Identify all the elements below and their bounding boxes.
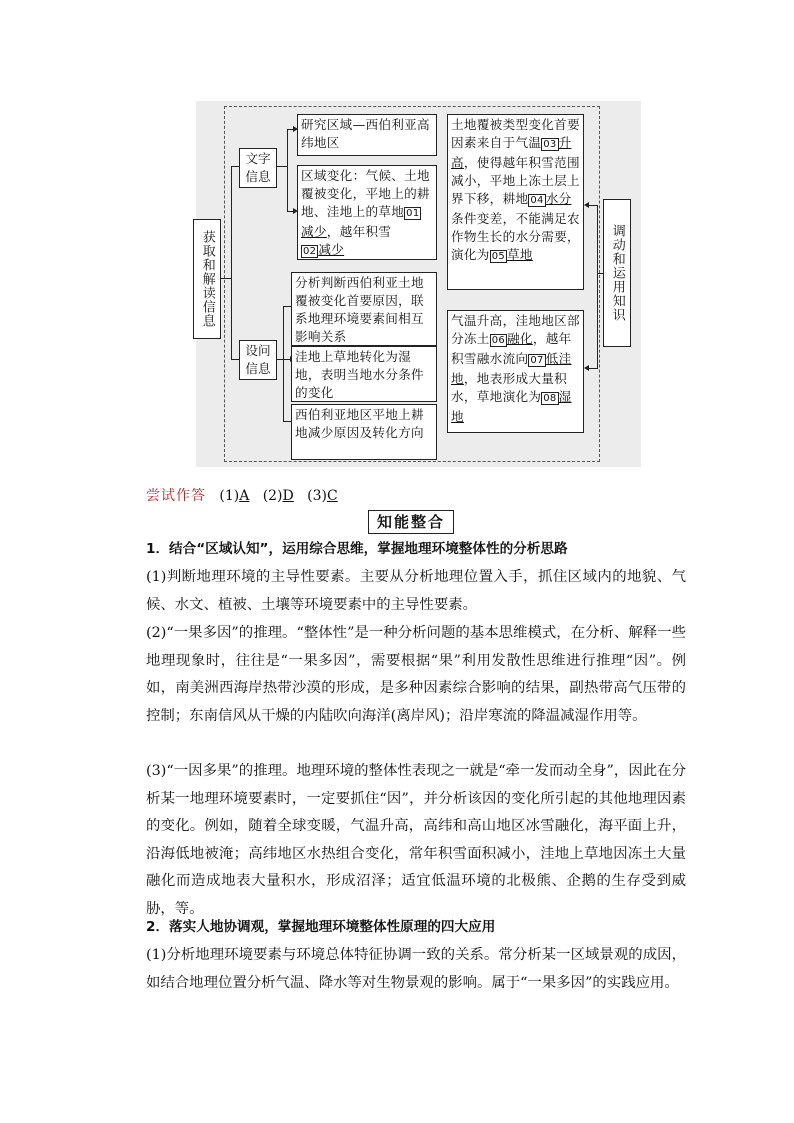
arrow-head: [584, 365, 589, 371]
text-info-box: 文字信息: [239, 148, 277, 188]
answer-3-prefix: (3): [307, 488, 327, 504]
paragraph-4: (1)分析地理环境要素与环境总体特征协调一致的关系。常分析某一区域景观的成因，如结合地理位置分析气温、降水等对生物景观的影响。属于“一果多因”的实践应用。: [146, 947, 686, 991]
kb1-text-1: 土地覆被类型变化首要因素来自于气温: [451, 117, 580, 150]
section-title: 知能整合: [368, 510, 454, 534]
connector-line: [589, 368, 598, 369]
connector-line: [283, 421, 291, 422]
answer-02: 减少: [318, 242, 345, 257]
answer-number-05: 05: [491, 251, 506, 262]
connector-line: [221, 278, 231, 279]
kb1-text-3: 条件变差，不能满足农作物生长的水分需要，演化为: [451, 211, 580, 262]
knowledge-box-permafrost: [447, 310, 584, 433]
answer-number-02: 02: [303, 246, 317, 257]
paragraph-1: (1)判断地理环境的主导性要素。主要从分析地理位置入手，抓住区域内的地貌、气候、水文、植被、土壤等环境要素中的主导性要素。: [146, 569, 686, 613]
connector-line: [597, 273, 603, 274]
knowledge-box-temperature: [447, 114, 584, 290]
paragraph-2: (2)“一果多因”的推理。“整体性”是一种分析问题的基本思维模式，在分析、解释一些地理现象时，往往是“一果多因”，需要根据“果”利用发散性思维进行推理“因”。例如，南美洲西海岸热带沙漠的形成，是多种因素综合影响的结果，副热带高气压带的控制；东南信风从干燥的内陆吹向海洋(离岸风)；沿岸寒流的降温减湿作用等。: [146, 625, 686, 724]
attempt-label: 尝试作答: [146, 488, 206, 504]
answer-3: C: [326, 488, 338, 504]
question-item-farmland: 西伯利亚地区平地上耕地减少原因及转化方向: [291, 404, 437, 460]
connector-line: [231, 166, 239, 167]
connector-line: [589, 205, 598, 206]
apply-knowledge-box: 调动和运用知识: [603, 199, 631, 347]
connector-line: [277, 166, 287, 167]
answer-number-04: 04: [530, 195, 544, 206]
answer-05: 草地: [507, 247, 533, 262]
paragraph-3: (3)“一因多果”的推理。地理环境的整体性表现之一就是“牵一发而动全身”，因此在分析某一地理环境要素时，一定要抓住“因”，并分析该因的变化所引起的其他地理因素的变化。例如，随着全球变暖，气温升高，高纬和高山地区冰雪融化，海平面上升，沿海低地被淹；高纬地区水热组合变化，常年积雪面积减小，洼地上草地因冻土大量融化而造成地表大量积水，形成沼泽；适宜低温环境的北极熊、企鹅的生存受到威胁，等。: [146, 763, 686, 917]
connector-line: [287, 129, 288, 211]
answer-04: 水分: [545, 191, 572, 206]
acquire-info-box: 获取和解读信息: [193, 219, 221, 339]
change-text-2: ，越年积雪: [326, 224, 392, 239]
point-1-heading: 1．结合“区域认知”，运用综合思维，掌握地理环境整体性的分析思路: [146, 541, 568, 557]
answer-2-prefix: (2): [262, 488, 283, 504]
answer-number-06: 06: [491, 335, 506, 346]
answer-07: 低洼地: [451, 351, 572, 386]
question-info-box: 设问信息: [239, 340, 277, 380]
answer-03: 升高: [451, 135, 572, 170]
connector-line: [597, 205, 598, 368]
connector-line: [231, 359, 239, 360]
connector-line: [283, 306, 284, 421]
answer-1: A: [239, 488, 250, 504]
question-item-cause: 分析判断西伯利亚土地覆被变化首要原因，联系地理环境要素间相互影响关系: [291, 272, 437, 346]
kb2-text-2: ，越年积雪融水流向: [451, 331, 572, 366]
answer-2: D: [282, 488, 294, 504]
answer-06: 融化: [507, 331, 533, 346]
kb2-text-3: ，地表形成大量积水，草地演化为: [451, 371, 568, 404]
attempt-answers: [146, 486, 338, 506]
answer-08: 湿地: [451, 389, 572, 424]
kb1-text-2: ，使得越年积雪范围减小，平地上冻土层上界下移，耕地: [451, 155, 580, 206]
answer-number-07: 07: [530, 355, 544, 366]
answer-01: 减少: [301, 224, 327, 239]
text-info-item-change: [297, 165, 437, 260]
arrow-head: [584, 202, 589, 208]
text-info-item-region: 研究区域—西伯利亚高纬地区: [297, 114, 437, 156]
change-text: 区域变化：气候、土地覆被变化，平地上的耕地、洼地上的草地: [301, 168, 430, 219]
question-item-wetland: 洼地上草地转化为湿地，表明当地水分条件的变化: [291, 346, 437, 402]
kb2-text-1: 气温升高，洼地地区部分冻土: [451, 313, 580, 346]
point-2-heading: 2．落实人地协调观，掌握地理环境整体性原理的四大应用: [146, 919, 496, 935]
answer-number-03: 03: [543, 139, 557, 150]
answer-number-08: 08: [543, 393, 557, 404]
answer-1-prefix: (1): [219, 488, 240, 504]
connector-line: [283, 306, 291, 307]
answer-number-01: 01: [406, 208, 420, 219]
connector-line: [283, 359, 291, 360]
connector-line: [231, 166, 232, 359]
